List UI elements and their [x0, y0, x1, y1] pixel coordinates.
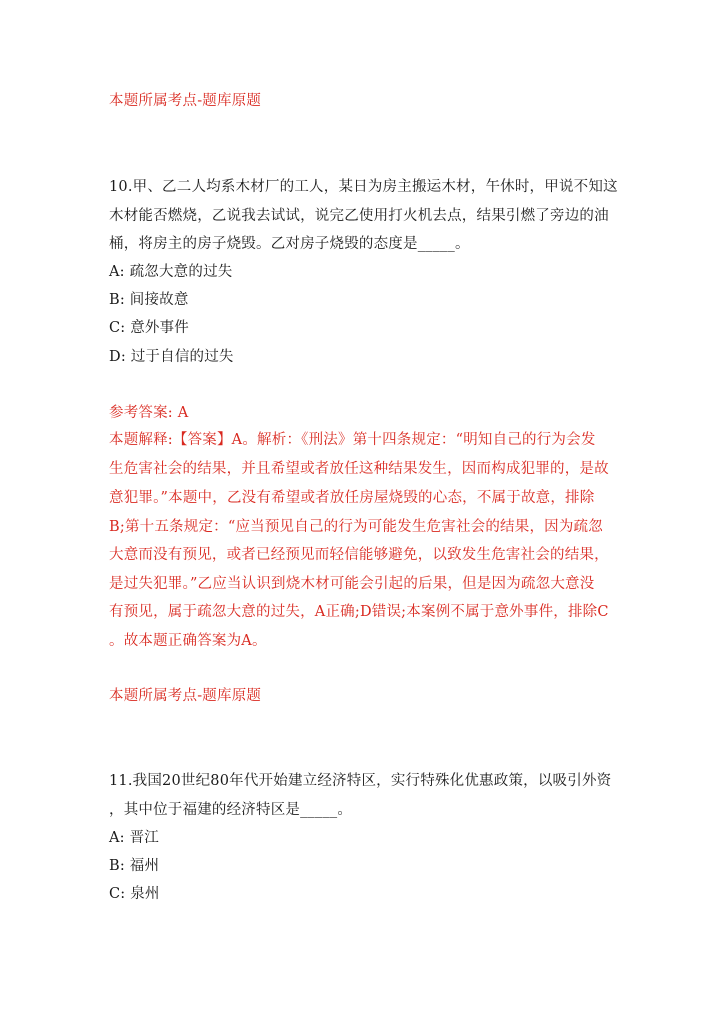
- q11-option-a: A: 晋江: [109, 830, 159, 846]
- q10-explanation-line-7: 有预见，属于疏忽大意的过失，A正确;D错误;本案例不属于意外事件，排除C: [109, 604, 609, 620]
- q10-explanation-line-1: 本题解释:【答案】A。解析：《刑法》第十四条规定：“明知自己的行为会发: [109, 432, 596, 448]
- q10-explanation-line-2: 生危害社会的结果，并且希望或者放任这种结果发生，因而构成犯罪的，是故: [109, 461, 609, 477]
- q10-stem-line-2: 木材能否燃烧，乙说我去试试，说完乙使用打火机去点，结果引燃了旁边的油: [109, 208, 609, 224]
- q10-explanation-line-8: 。故本题正确答案为A。: [109, 633, 267, 649]
- q10-option-c: C: 意外事件: [109, 320, 189, 336]
- q10-source-label: 本题所属考点-题库原题: [109, 688, 262, 704]
- q10-option-b: B: 间接故意: [109, 292, 189, 308]
- q10-explanation-line-4: B;第十五条规定：“应当预见自己的行为可能发生危害社会的结果，因为疏忽: [109, 519, 603, 535]
- q10-answer: 参考答案: A: [109, 405, 189, 421]
- q10-stem-line-3: 桶，将房主的房子烧毁。乙对房子烧毁的态度是_____。: [109, 236, 470, 252]
- q10-stem-line-1: 10.甲、乙二人均系木材厂的工人，某日为房主搬运木材，午休时，甲说不知这: [109, 179, 618, 195]
- q10-option-a: A: 疏忽大意的过失: [109, 264, 233, 280]
- q11-stem-line-2: ，其中位于福建的经济特区是_____。: [109, 802, 353, 818]
- q10-explanation-line-6: 是过失犯罪。”乙应当认识到烧木材可能会引起的后果，但是因为疏忽大意没: [109, 576, 595, 592]
- q11-option-c: C: 泉州: [109, 886, 160, 902]
- q10-explanation-line-3: 意犯罪。”本题中，乙没有希望或者放任房屋烧毁的心态，不属于故意，排除: [109, 490, 595, 506]
- q11-stem-line-1: 11.我国20世纪80年代开始建立经济特区，实行特殊化优惠政策，以吸引外资: [109, 773, 612, 789]
- q11-option-b: B: 福州: [109, 858, 160, 874]
- source-label-top: 本题所属考点-题库原题: [109, 93, 262, 109]
- q10-option-d: D: 过于自信的过失: [109, 349, 234, 365]
- q10-explanation-line-5: 大意而没有预见，或者已经预见而轻信能够避免，以致发生危害社会的结果，: [109, 547, 609, 563]
